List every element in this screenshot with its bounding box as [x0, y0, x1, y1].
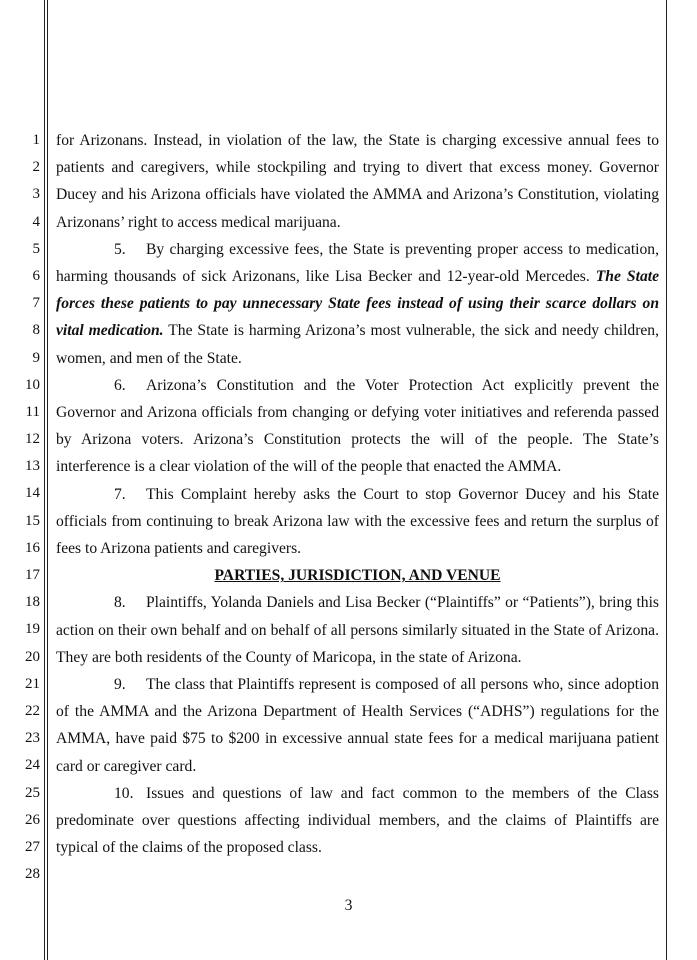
paragraph-text: This Complaint hereby asks the Court to stop Governor Ducey and his State officials from continuing to break Arizona law with the excessive fees and return the surplus of fees to Arizona patients and caregivers. [56, 485, 659, 558]
line-number: 10 [25, 376, 40, 393]
paragraph-9 [56, 671, 659, 780]
page-number: 3 [344, 897, 353, 914]
line-number: 19 [25, 621, 40, 638]
paragraph-5 [56, 236, 659, 372]
line-number: 16 [25, 539, 40, 556]
paragraph-number: 6. [114, 376, 126, 394]
line-number: 13 [25, 458, 40, 475]
line-number: 25 [25, 784, 40, 801]
paragraph-number: 8. [114, 594, 126, 612]
line-number: 23 [25, 730, 40, 747]
right-margin-rule [666, 0, 667, 960]
line-number: 21 [25, 675, 40, 692]
paragraph-text: Plaintiffs, Yolanda Daniels and Lisa Becker (“Plaintiffs” or “Patients”), bring this action on their own behalf and on behalf of all persons similarly situated in the State of Arizona. They are both residents of the County of Maricopa, in the state of Arizona. [56, 594, 659, 666]
line-number: 17 [25, 567, 40, 583]
paragraph-number: 10. [114, 784, 134, 802]
paragraph-text: The class that Plaintiffs represent is composed of all persons who, since adoption of the AMMA and the Arizona Department of Health Services (“ADHS”) regulations for the AMMA, have paid $75 to $200 in excessive annual state fees for a medical marijuana patient card or caregiver card. [56, 676, 659, 775]
paragraph-7 [56, 481, 659, 563]
paragraph-continuation: for Arizonans. Instead, in violation of the law, the State is charging excessive annual fees to patients and caregivers, while stockpiling and trying to divert that excess money. Governor Ducey and his Arizona officials have violated the AMMA and Arizona’s Constitution, violating Arizonans’ right to access medical marijuana. [56, 132, 659, 231]
line-number: 4 [32, 213, 40, 230]
left-margin-rule-outer [44, 0, 45, 960]
paragraph-text: Issues and questions of law and fact common to the members of the Class predominate over questions affecting individual members, and the claims of Plaintiffs are typical of the claims of the proposed class. [56, 784, 659, 857]
line-number: 26 [25, 811, 40, 828]
paragraph-text: Arizona’s Constitution and the Voter Protection Act explicitly prevent the Governor and Arizona officials from changing or defying voter initiatives and referenda passed by Arizona voters. Arizona’s Constitution protects the will of the people. The State’s interference is a clear violation of the will of the people that enacted the AMMA. [56, 376, 659, 476]
line-number: 27 [25, 838, 40, 855]
paragraph-text: The State is harming Arizona’s most vulnerable, the sick and needy children, women, and men of the State. [56, 322, 660, 367]
line-numbers [0, 127, 43, 888]
document-body [56, 127, 659, 861]
left-margin-rule-inner [47, 0, 48, 960]
line-number: 5 [32, 240, 40, 257]
emphasized-text: The State forces these patients to pay unnecessary State fees instead of using their scarce dollars on vital medication. [56, 268, 659, 340]
paragraph-number: 9. [114, 676, 126, 694]
line-number: 7 [32, 295, 40, 312]
line-number: 20 [25, 648, 40, 665]
line-number: 24 [25, 757, 40, 774]
line-number: 9 [32, 349, 40, 366]
line-number: 6 [32, 267, 40, 284]
line-number: 1 [32, 132, 40, 148]
paragraph-6 [56, 372, 659, 481]
paragraph-text: By charging excessive fees, the State is preventing proper access to medication, harming thousands of sick Arizonans, like Lisa Becker and 12-year-old Mercedes. [56, 240, 659, 286]
section-heading: PARTIES, JURISDICTION, AND VENUE [214, 567, 501, 585]
paragraph-number: 7. [114, 485, 126, 503]
line-number: 11 [25, 403, 40, 420]
line-number: 2 [32, 159, 40, 176]
paragraph-number: 5. [114, 240, 126, 258]
line-number: 3 [32, 186, 40, 203]
paragraph-8 [56, 589, 659, 671]
line-number: 22 [25, 702, 40, 719]
line-number: 8 [32, 322, 40, 339]
line-number: 15 [25, 512, 40, 529]
line-number: 28 [25, 866, 40, 883]
line-number: 14 [25, 485, 40, 502]
line-number: 18 [25, 594, 40, 611]
line-number: 12 [25, 431, 40, 448]
paragraph-10 [56, 780, 659, 862]
